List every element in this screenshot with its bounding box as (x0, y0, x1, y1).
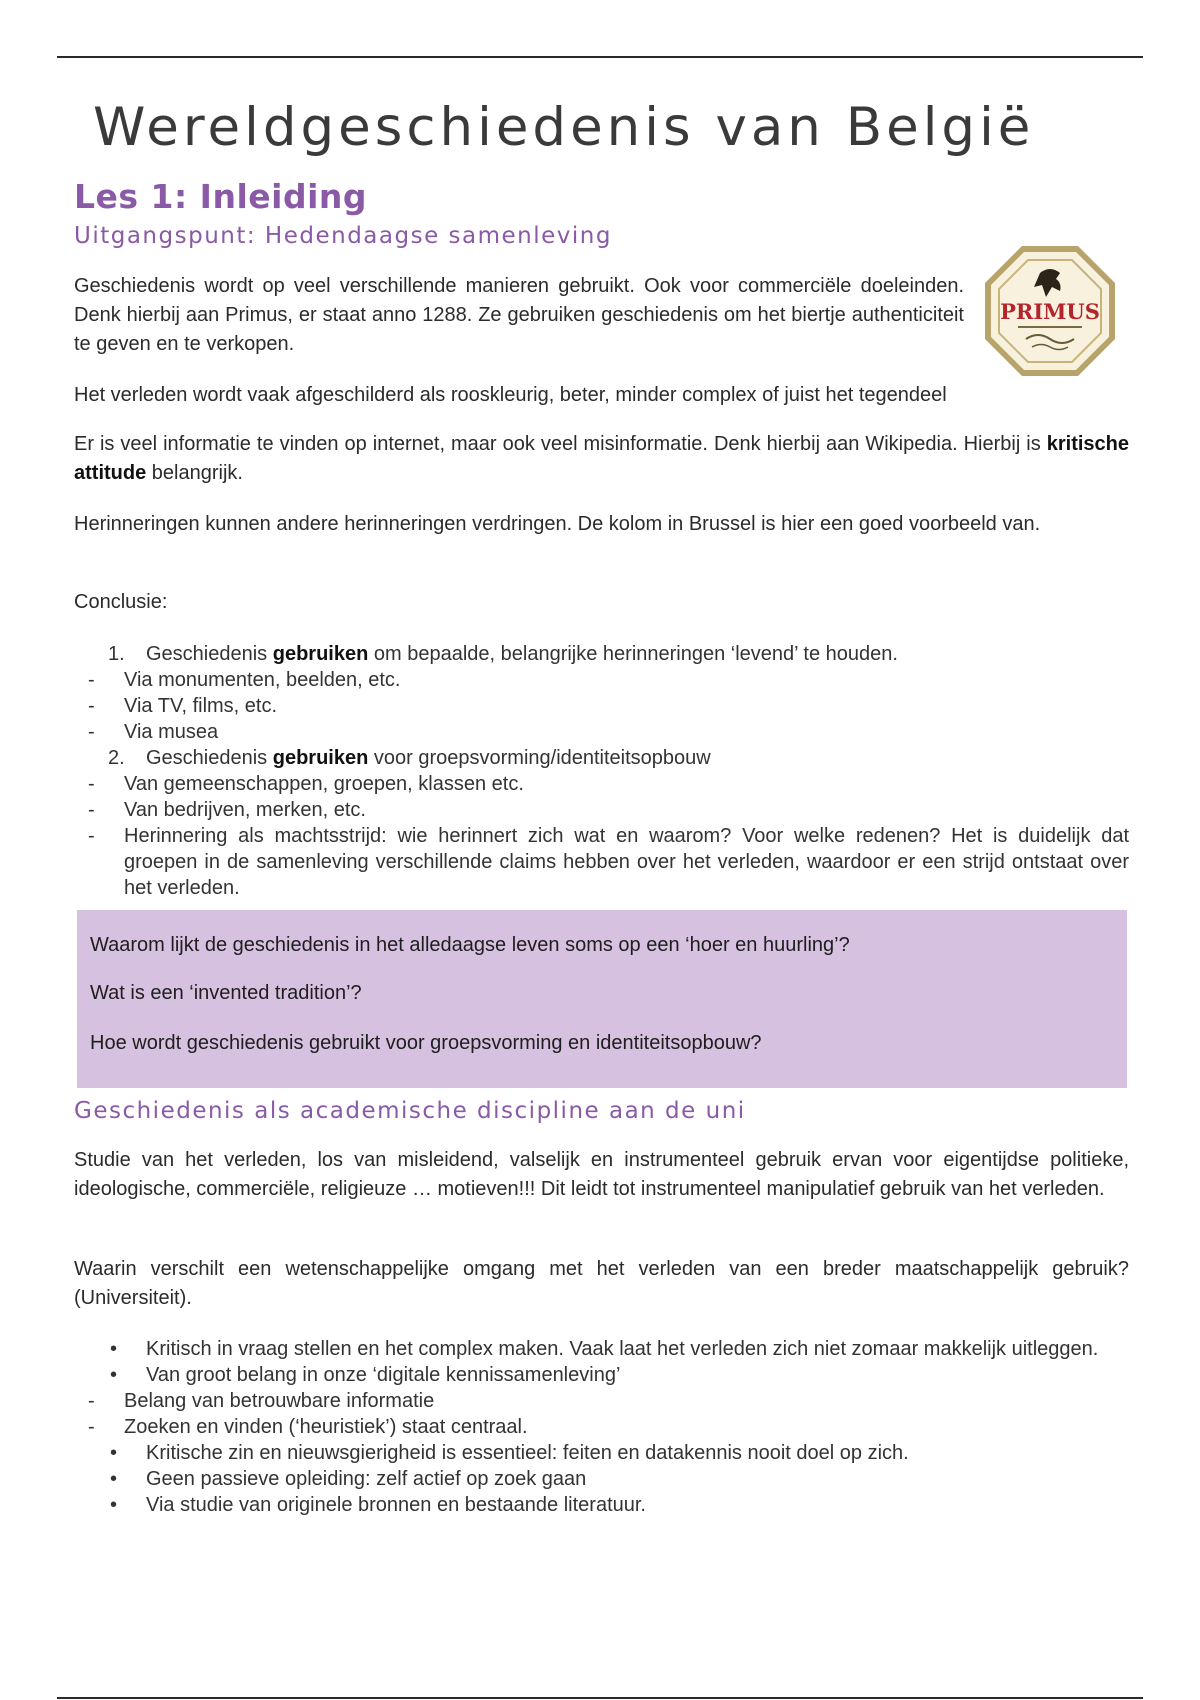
academic-list (74, 1336, 1129, 1518)
list-item: 2. Geschiedenis gebruiken voor groepsvorming/identiteitsopbouw (108, 747, 711, 769)
question-1: Waarom lijkt de geschiedenis in het alledaagse leven soms op een ‘hoer en huurling’? (90, 934, 850, 956)
primus-logo (982, 243, 1118, 379)
list-item: • Van groot belang in onze ‘digitale kennissamenleving’ (110, 1364, 621, 1386)
paragraph-herinneringen: Herinneringen kunnen andere herinneringen verdringen. De kolom in Brussel is hier een goed voorbeeld van. (74, 513, 1041, 535)
list-item: - Zoeken en vinden (‘heuristiek’) staat centraal. (88, 1416, 528, 1438)
list-item: - Via TV, films, etc. (88, 695, 278, 717)
top-rule (57, 56, 1143, 58)
list-item: - Via monumenten, beelden, etc. (88, 669, 401, 691)
paragraph-rooskleurig: Het verleden wordt vaak afgeschilderd als rooskleurig, beter, minder complex of juist het tegendeel (74, 384, 947, 406)
primus-logo-text: PRIMUS (1000, 299, 1100, 324)
paragraph-studie-verleden: Studie van het verleden, los van misleidend, valselijk en instrumenteel gebruik ervan voor eigentijdse politieke, ideologische, commerciële, religieuze … motieven!!! Dit leidt tot instrumenteel manipulatief gebruik van het verleden. (74, 1149, 1129, 1200)
paragraph-wetenschappelijke-omgang: Waarin verschilt een wetenschappelijke omgang met het verleden van een breder maatschappelijk gebruik? (Universiteit). (74, 1258, 1129, 1309)
list-item: • Kritische zin en nieuwsgierigheid is essentieel: feiten en datakennis nooit doel op zich. (110, 1442, 909, 1464)
section-heading-uitgangspunt: Uitgangspunt: Hedendaagse samenleving (74, 223, 612, 249)
conclusion-label: Conclusie: (74, 591, 168, 613)
list-item: • Via studie van originele bronnen en bestaande literatuur. (110, 1494, 646, 1516)
list-item: • Kritisch in vraag stellen en het complex maken. Vaak laat het verleden zich niet zomaar makkelijk uitleggen. (110, 1338, 1099, 1360)
conclusion-list (74, 641, 1129, 901)
list-item: • Geen passieve opleiding: zelf actief op zoek gaan (110, 1468, 587, 1490)
list-item: - Belang van betrouwbare informatie (88, 1390, 435, 1412)
question-2: Wat is een ‘invented tradition’? (90, 982, 362, 1004)
list-item: - Van gemeenschappen, groepen, klassen etc. (88, 773, 524, 795)
bottom-rule (57, 1697, 1143, 1699)
list-item: 1. Geschiedenis gebruiken om bepaalde, belangrijke herinneringen ‘levend’ te houden. (108, 643, 898, 665)
list-item: - Van bedrijven, merken, etc. (88, 799, 366, 821)
kritische-attitude-emphasis: kritische attitude (74, 433, 1129, 484)
section-heading-academische-discipline: Geschiedenis als academische discipline aan de uni (74, 1098, 746, 1124)
lesson-heading: Les 1: Inleiding (74, 177, 368, 216)
document-title: Wereldgeschiedenis van België (93, 97, 1035, 158)
questions-callout (77, 910, 1127, 1088)
list-item: - Herinnering als machtsstrijd: wie herinnert zich wat en waarom? Voor welke redenen? Het is duidelijk dat groepen in de samenleving verschillende claims hebben over het verleden, waardoor er een strijd ontstaat over het verleden. (88, 825, 1129, 899)
paragraph-misinformatie: Er is veel informatie te vinden op internet, maar ook veel misinformatie. Denk hierbij aan Wikipedia. Hierbij is kritische attitude belangrijk. (74, 433, 1129, 484)
paragraph-primus: Geschiedenis wordt op veel verschillende manieren gebruikt. Ook voor commerciële doeleinden. Denk hierbij aan Primus, er staat anno 1288. Ze gebruiken geschiedenis om het biertje authenticiteit te geven en te verkopen. (74, 275, 964, 355)
question-3: Hoe wordt geschiedenis gebruikt voor groepsvorming en identiteitsopbouw? (90, 1032, 762, 1054)
list-item: - Via musea (88, 721, 219, 743)
